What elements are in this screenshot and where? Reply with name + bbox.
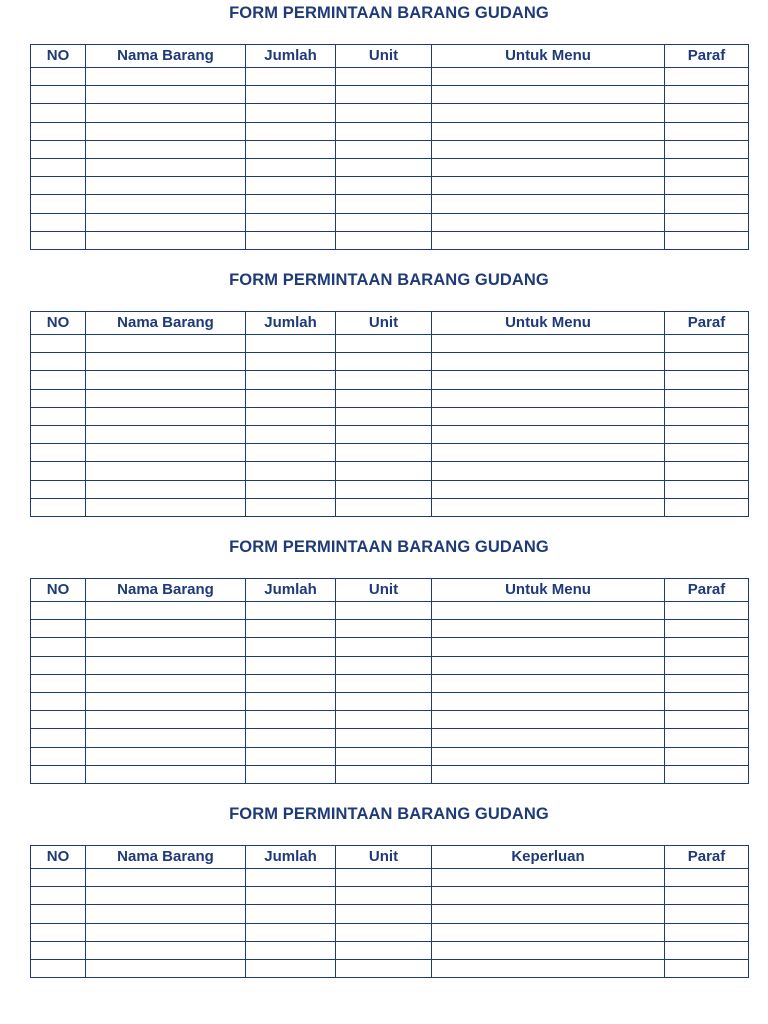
cell-menu [432,905,665,923]
request-table [30,311,749,517]
cell-nama-barang [86,869,246,887]
cell-no [31,231,86,249]
table-body [31,602,749,784]
cell-no [31,122,86,140]
cell-paraf [665,959,749,977]
cell-menu [432,711,665,729]
cell-unit [336,371,432,389]
table-row [31,462,749,480]
cell-unit [336,923,432,941]
table-row [31,765,749,783]
cell-menu [432,86,665,104]
cell-paraf [665,335,749,353]
cell-paraf [665,213,749,231]
cell-jumlah [246,729,336,747]
cell-no [31,158,86,176]
cell-paraf [665,638,749,656]
cell-no [31,389,86,407]
header-no: NO [31,45,86,68]
cell-no [31,747,86,765]
cell-paraf [665,195,749,213]
header-no: NO [31,312,86,335]
header-row [31,579,749,602]
cell-jumlah [246,425,336,443]
cell-jumlah [246,68,336,86]
cell-unit [336,158,432,176]
table-row [31,674,749,692]
cell-nama-barang [86,462,246,480]
cell-paraf [665,389,749,407]
cell-menu [432,371,665,389]
cell-menu [432,104,665,122]
cell-unit [336,462,432,480]
cell-unit [336,335,432,353]
cell-no [31,869,86,887]
cell-paraf [665,140,749,158]
header-jumlah: Jumlah [246,579,336,602]
cell-menu [432,656,665,674]
cell-nama-barang [86,887,246,905]
cell-unit [336,104,432,122]
table-row [31,747,749,765]
table-row [31,335,749,353]
cell-menu [432,941,665,959]
header-paraf: Paraf [665,312,749,335]
cell-jumlah [246,887,336,905]
cell-paraf [665,407,749,425]
cell-menu [432,480,665,498]
header-nama-barang: Nama Barang [86,579,246,602]
cell-paraf [665,425,749,443]
table-row [31,407,749,425]
cell-paraf [665,444,749,462]
cell-unit [336,231,432,249]
cell-menu [432,335,665,353]
cell-unit [336,389,432,407]
cell-menu [432,407,665,425]
table-row [31,213,749,231]
cell-jumlah [246,444,336,462]
cell-paraf [665,692,749,710]
header-paraf: Paraf [665,579,749,602]
cell-paraf [665,905,749,923]
table-row [31,887,749,905]
cell-nama-barang [86,371,246,389]
cell-menu [432,213,665,231]
table-row [31,371,749,389]
table-row [31,729,749,747]
cell-menu [432,444,665,462]
table-row [31,86,749,104]
cell-no [31,444,86,462]
cell-unit [336,407,432,425]
cell-jumlah [246,638,336,656]
header-paraf: Paraf [665,846,749,869]
cell-no [31,941,86,959]
cell-nama-barang [86,335,246,353]
cell-no [31,602,86,620]
cell-nama-barang [86,444,246,462]
cell-jumlah [246,122,336,140]
cell-nama-barang [86,498,246,516]
form-title: FORM PERMINTAAN BARANG GUDANG [229,4,549,22]
table-row [31,905,749,923]
cell-jumlah [246,177,336,195]
header-untuk-menu: Untuk Menu [432,45,665,68]
cell-no [31,68,86,86]
cell-no [31,177,86,195]
cell-jumlah [246,602,336,620]
cell-jumlah [246,498,336,516]
cell-no [31,959,86,977]
cell-menu [432,177,665,195]
cell-nama-barang [86,620,246,638]
cell-no [31,480,86,498]
cell-menu [432,869,665,887]
cell-nama-barang [86,231,246,249]
form-title: FORM PERMINTAAN BARANG GUDANG [229,538,549,556]
cell-paraf [665,371,749,389]
header-row [31,846,749,869]
table-row [31,68,749,86]
cell-menu [432,765,665,783]
header-jumlah: Jumlah [246,312,336,335]
cell-unit [336,674,432,692]
cell-jumlah [246,923,336,941]
table-row [31,389,749,407]
header-paraf: Paraf [665,45,749,68]
cell-nama-barang [86,68,246,86]
cell-jumlah [246,692,336,710]
cell-unit [336,729,432,747]
header-unit: Unit [336,846,432,869]
cell-menu [432,158,665,176]
table-body [31,68,749,250]
cell-unit [336,353,432,371]
cell-paraf [665,729,749,747]
cell-no [31,674,86,692]
cell-jumlah [246,656,336,674]
cell-jumlah [246,407,336,425]
table-row [31,104,749,122]
table-row [31,231,749,249]
cell-jumlah [246,158,336,176]
header-nama-barang: Nama Barang [86,312,246,335]
cell-no [31,425,86,443]
cell-jumlah [246,389,336,407]
cell-no [31,140,86,158]
table-row [31,195,749,213]
cell-unit [336,177,432,195]
cell-jumlah [246,371,336,389]
cell-nama-barang [86,86,246,104]
cell-paraf [665,656,749,674]
cell-jumlah [246,335,336,353]
cell-no [31,462,86,480]
cell-unit [336,656,432,674]
cell-no [31,620,86,638]
cell-no [31,923,86,941]
cell-jumlah [246,353,336,371]
cell-unit [336,68,432,86]
cell-no [31,213,86,231]
table-row [31,656,749,674]
table-row [31,158,749,176]
cell-nama-barang [86,353,246,371]
cell-paraf [665,620,749,638]
cell-paraf [665,104,749,122]
cell-unit [336,711,432,729]
table-row [31,444,749,462]
cell-jumlah [246,104,336,122]
cell-no [31,407,86,425]
cell-menu [432,425,665,443]
table-row [31,620,749,638]
cell-jumlah [246,140,336,158]
header-unit: Unit [336,579,432,602]
cell-menu [432,389,665,407]
cell-menu [432,959,665,977]
cell-no [31,353,86,371]
cell-unit [336,498,432,516]
cell-paraf [665,177,749,195]
cell-nama-barang [86,765,246,783]
table-row [31,959,749,977]
cell-unit [336,425,432,443]
header-row [31,312,749,335]
cell-paraf [665,765,749,783]
cell-unit [336,959,432,977]
table-row [31,353,749,371]
form-title: FORM PERMINTAAN BARANG GUDANG [229,271,549,289]
cell-jumlah [246,195,336,213]
table-row [31,177,749,195]
cell-unit [336,195,432,213]
cell-paraf [665,122,749,140]
cell-menu [432,122,665,140]
cell-no [31,498,86,516]
cell-jumlah [246,959,336,977]
table-row [31,869,749,887]
request-table [30,578,749,784]
cell-paraf [665,711,749,729]
cell-no [31,86,86,104]
cell-nama-barang [86,602,246,620]
cell-no [31,692,86,710]
cell-menu [432,923,665,941]
cell-unit [336,213,432,231]
cell-paraf [665,68,749,86]
cell-paraf [665,869,749,887]
cell-no [31,905,86,923]
cell-menu [432,462,665,480]
cell-no [31,195,86,213]
cell-paraf [665,747,749,765]
table-row [31,480,749,498]
cell-menu [432,353,665,371]
cell-unit [336,747,432,765]
cell-no [31,711,86,729]
form-title: FORM PERMINTAAN BARANG GUDANG [229,805,549,823]
cell-paraf [665,353,749,371]
cell-menu [432,140,665,158]
table-row [31,498,749,516]
table-row [31,140,749,158]
cell-no [31,656,86,674]
table-row [31,711,749,729]
cell-menu [432,602,665,620]
table-row [31,638,749,656]
cell-nama-barang [86,480,246,498]
cell-paraf [665,462,749,480]
cell-paraf [665,158,749,176]
cell-unit [336,765,432,783]
cell-jumlah [246,905,336,923]
cell-menu [432,620,665,638]
cell-paraf [665,86,749,104]
cell-nama-barang [86,638,246,656]
cell-unit [336,480,432,498]
header-nama-barang: Nama Barang [86,846,246,869]
table-row [31,923,749,941]
header-jumlah: Jumlah [246,45,336,68]
table-row [31,602,749,620]
cell-jumlah [246,231,336,249]
cell-jumlah [246,620,336,638]
header-no: NO [31,846,86,869]
header-nama-barang: Nama Barang [86,45,246,68]
cell-unit [336,140,432,158]
cell-unit [336,941,432,959]
cell-menu [432,674,665,692]
cell-nama-barang [86,407,246,425]
cell-paraf [665,480,749,498]
cell-nama-barang [86,177,246,195]
cell-unit [336,905,432,923]
cell-jumlah [246,213,336,231]
cell-no [31,104,86,122]
cell-paraf [665,674,749,692]
header-no: NO [31,579,86,602]
cell-menu [432,692,665,710]
cell-nama-barang [86,122,246,140]
cell-nama-barang [86,425,246,443]
cell-paraf [665,602,749,620]
cell-unit [336,692,432,710]
table-body [31,335,749,517]
cell-no [31,371,86,389]
cell-menu [432,638,665,656]
cell-nama-barang [86,711,246,729]
cell-nama-barang [86,747,246,765]
cell-nama-barang [86,389,246,407]
table-row [31,425,749,443]
header-unit: Unit [336,312,432,335]
cell-nama-barang [86,656,246,674]
header-untuk-menu: Untuk Menu [432,579,665,602]
cell-menu [432,195,665,213]
cell-no [31,638,86,656]
cell-paraf [665,923,749,941]
table-row [31,941,749,959]
cell-menu [432,231,665,249]
cell-jumlah [246,86,336,104]
table-body [31,869,749,978]
cell-no [31,887,86,905]
cell-unit [336,887,432,905]
cell-nama-barang [86,104,246,122]
cell-unit [336,444,432,462]
table-row [31,692,749,710]
cell-menu [432,68,665,86]
request-table [30,845,749,978]
cell-unit [336,620,432,638]
cell-nama-barang [86,692,246,710]
cell-nama-barang [86,923,246,941]
cell-menu [432,747,665,765]
cell-unit [336,869,432,887]
cell-nama-barang [86,905,246,923]
cell-jumlah [246,462,336,480]
cell-jumlah [246,711,336,729]
cell-paraf [665,941,749,959]
header-jumlah: Jumlah [246,846,336,869]
cell-nama-barang [86,140,246,158]
header-row [31,45,749,68]
cell-paraf [665,231,749,249]
cell-paraf [665,498,749,516]
cell-no [31,729,86,747]
cell-unit [336,122,432,140]
cell-no [31,765,86,783]
cell-nama-barang [86,195,246,213]
cell-nama-barang [86,213,246,231]
cell-jumlah [246,480,336,498]
cell-jumlah [246,765,336,783]
cell-unit [336,638,432,656]
request-table [30,44,749,250]
cell-nama-barang [86,959,246,977]
cell-jumlah [246,747,336,765]
header-untuk-menu: Untuk Menu [432,312,665,335]
cell-nama-barang [86,941,246,959]
cell-menu [432,498,665,516]
cell-unit [336,602,432,620]
cell-jumlah [246,941,336,959]
cell-unit [336,86,432,104]
cell-menu [432,729,665,747]
cell-nama-barang [86,674,246,692]
table-row [31,122,749,140]
header-unit: Unit [336,45,432,68]
cell-jumlah [246,674,336,692]
header-keperluan: Keperluan [432,846,665,869]
cell-paraf [665,887,749,905]
cell-jumlah [246,869,336,887]
cell-no [31,335,86,353]
cell-menu [432,887,665,905]
cell-nama-barang [86,729,246,747]
cell-nama-barang [86,158,246,176]
